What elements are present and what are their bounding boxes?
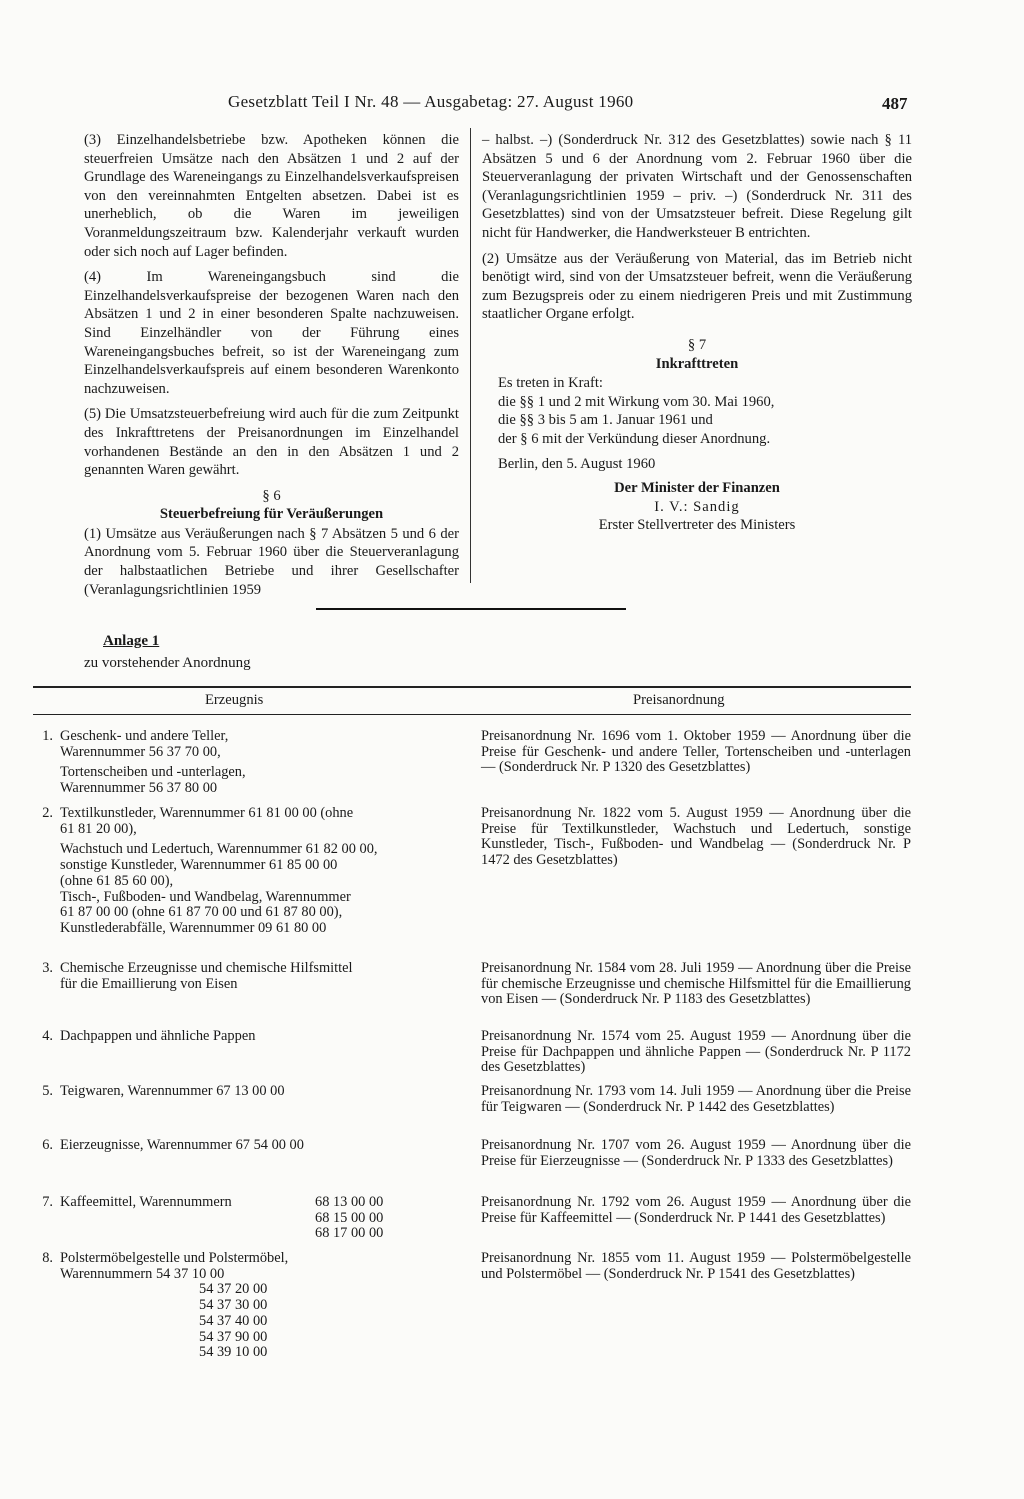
column-header-price-order: Preisanordnung — [633, 692, 725, 708]
signature-office: Der Minister der Finanzen — [614, 480, 780, 497]
price-order-cell: Preisanordnung Nr. 1792 vom 26. August 1959 — Anordnung über die Preise für Kaffeemittel — (Sonderdruck Nr. P 1441 des Gesetzblattes) — [481, 1194, 911, 1226]
table-top-rule — [33, 686, 911, 688]
row-number: 6. — [42, 1137, 53, 1153]
row-number: 8. — [42, 1250, 53, 1266]
section-7-title: Inkrafttreten — [655, 355, 739, 372]
product-line: (ohne 61 85 60 00), — [60, 872, 174, 889]
product-line: 61 87 00 00 (ohne 61 87 70 00 und 61 87 80 00), — [60, 904, 343, 921]
table-header-rule — [33, 714, 911, 715]
product-line: Chemische Erzeugnisse und chemische Hilfsmittel — [60, 960, 353, 976]
section-6-paragraph-2: (2) Umsätze aus der Veräußerung von Material, das im Betrieb nicht benötigt wird, sind von der Umsatzsteuer befreit, wenn die Veräußerung zum Bezugspreis oder zu einem niedrigeren Preis und mit Zustimmung staatlicher Organe erfolgt. — [482, 250, 912, 323]
column-header-product: Erzeugnis — [205, 692, 264, 708]
product-line: 61 81 20 00), — [60, 820, 137, 837]
product-line: 54 37 20 00 — [199, 1281, 268, 1298]
page-header — [0, 92, 1024, 118]
section-rule — [316, 608, 626, 610]
product-line: 54 37 40 00 — [199, 1312, 268, 1329]
product-line: Kunstlederabfälle, Warennummer 09 61 80 00 — [60, 919, 327, 936]
row-number: 3. — [42, 960, 53, 976]
product-line: Dachpappen und ähnliche Pappen — [60, 1028, 256, 1044]
left-column — [84, 131, 459, 606]
product-cell — [60, 1251, 468, 1361]
section-7-item-1: die §§ 1 und 2 mit Wirkung vom 30. Mai 1960, — [498, 393, 775, 410]
product-line: Wachstuch und Ledertuch, Warennummer 61 82 00 00, — [60, 841, 378, 858]
price-order-cell: Preisanordnung Nr. 1584 vom 28. Juli 1959 — Anordnung über die Preise für chemische Erzeugnisse und chemische Hilfsmittel für die Emaillierung von Eisen — (Sonderdruck Nr. P 1183 des Gesetzblattes) — [481, 960, 911, 1008]
product-cell — [60, 961, 468, 992]
appendix-title: Anlage 1 — [103, 633, 160, 649]
product-line: Eierzeugnisse, Warennummer 67 54 00 00 — [60, 1137, 304, 1153]
product-line: Warennummer 56 37 70 00, — [60, 743, 221, 760]
product-line: Kaffeemittel, Warennummern — [60, 1194, 232, 1210]
product-line: 68 13 00 00 — [315, 1194, 384, 1211]
product-cell — [60, 1195, 468, 1242]
product-line: 54 37 30 00 — [199, 1297, 268, 1314]
section-7-number: § 7 — [687, 336, 707, 353]
price-order-cell: Preisanordnung Nr. 1822 vom 5. August 1959 — Anordnung über die Preise für Textilkunstleder, Wachstuch und Ledertuch, sonstige Kunstleder, Tisch-, Fußboden- und Wandbelag — (Sonderdruck Nr. P 1472 des Gesetzblattes) — [481, 805, 911, 869]
product-line: Geschenk- und andere Teller, — [60, 728, 229, 744]
product-line: Warennummern 54 37 10 00 — [60, 1265, 225, 1282]
product-line: 54 37 90 00 — [199, 1328, 268, 1345]
product-line: Teigwaren, Warennummer 67 13 00 00 — [60, 1083, 285, 1099]
paragraph-4: (4) Im Wareneingangsbuch sind die Einzelhandelsverkaufspreise der bezogenen Waren nach den Absätzen 1 und 2 in einer besonderen Spalte nachzuweisen. Sind Einzelhändler von der Führung eines Wareneingangsbuches befreit, so ist der Wareneingang zum Einzelhandelsverkaufspreis auf einem besonderen Warenkonto nachzuweisen. — [84, 269, 459, 397]
product-line: 68 15 00 00 — [315, 1209, 384, 1226]
product-line: Tortenscheiben und -unterlagen, — [60, 764, 246, 781]
section-6-number: § 6 — [262, 487, 281, 504]
product-line: sonstige Kunstleder, Warennummer 61 85 00 00 — [60, 857, 338, 874]
place-date: Berlin, den 5. August 1960 — [498, 455, 656, 472]
signature-name: I. V.: Sandig — [654, 498, 740, 515]
section-6-paragraph-1: (1) Umsätze aus Veräußerungen nach § 7 Absätzen 5 und 6 der Anordnung vom 5. Februar 1960 über die Steuerveranlagung der halbstaatlichen Betriebe und ihrer Gesellschafter (Veranlagungsrichtlinien 1959 — [84, 525, 459, 598]
product-line: 54 39 10 00 — [199, 1344, 268, 1361]
product-line: für die Emaillierung von Eisen — [60, 975, 238, 992]
price-order-cell: Preisanordnung Nr. 1574 vom 25. August 1959 — Anordnung über die Preise für Dachpappen und ähnliche Pappen — (Sonderdruck Nr. P 1172 des Gesetzblattes) — [481, 1028, 911, 1076]
product-line: Tisch-, Fußboden- und Wandbelag, Warennummer — [60, 888, 351, 905]
product-cell — [60, 729, 468, 797]
right-column — [482, 131, 912, 535]
paragraph-3: (3) Einzelhandelsbetriebe bzw. Apotheken können die steuerfreien Umsätze nach den Absätzen 1 und 2 auf der Grundlage des Wareneingangs zu Einzelhandelsverkaufspreisen von den vereinnahmten Entgelten absetzen. Dabei ist es unerheblich, ob die Waren im jeweiligen Voranmeldungszeitraum bzw. Kalenderjahr verkauft wurden oder sich noch auf Lager befinden. — [84, 132, 459, 260]
page-number: 487 — [882, 94, 908, 113]
price-order-cell: Preisanordnung Nr. 1855 vom 11. August 1959 — Polstermöbelgestelle und Polstermöbel — (Sonderdruck Nr. P 1541 des Gesetzblattes) — [481, 1250, 911, 1282]
product-cell — [60, 1029, 468, 1045]
price-order-cell: Preisanordnung Nr. 1707 vom 26. August 1959 — Anordnung über die Preise für Eierzeugnisse — (Sonderdruck Nr. P 1333 des Gesetzblattes) — [481, 1137, 911, 1169]
section-7-list — [482, 393, 912, 449]
section-7-item-2: die §§ 3 bis 5 am 1. Januar 1961 und — [498, 412, 713, 429]
row-number: 1. — [42, 728, 53, 744]
section-7-item-3: der § 6 mit der Verkündung dieser Anordnung. — [498, 430, 771, 447]
product-line: Polstermöbelgestelle und Polstermöbel, — [60, 1250, 289, 1266]
paragraph-5: (5) Die Umsatzsteuerbefreiung wird auch für die zum Zeitpunkt des Inkrafttretens der Preisanordnungen im Einzelhandel vorhandenen Bestände an den in den Absätzen 1 und 2 genannten Waren gewährt. — [84, 406, 459, 479]
product-cell — [60, 1084, 468, 1100]
product-cell — [60, 1138, 468, 1154]
price-order-cell: Preisanordnung Nr. 1793 vom 14. Juli 1959 — Anordnung über die Preise für Teigwaren — (Sonderdruck Nr. P 1442 des Gesetzblattes) — [481, 1083, 911, 1115]
section-6-title: Steuerbefreiung für Veräußerungen — [159, 506, 384, 523]
product-line: 68 17 00 00 — [315, 1225, 384, 1242]
row-number: 5. — [42, 1083, 53, 1099]
product-line: Warennummer 56 37 80 00 — [60, 780, 218, 797]
column-divider — [470, 128, 471, 583]
section-6-paragraph-1-continued: – halbst. –) (Sonderdruck Nr. 312 des Gesetzblattes) sowie nach § 11 Absätzen 5 und 6 der Anordnung vom 2. Februar 1960 über die Steuerveranlagung der privaten Wirtschaft und der Genossenschaften (Veranlagungsrichtlinien 1959 – priv. –) (Sonderdruck Nr. 311 des Gesetzblattes) sind von der Umsatzsteuer befreit. Diese Regelung gilt nicht für Handwerker, die Handwerksteuer B entrichten. — [482, 132, 912, 241]
appendix-subtitle: zu vorstehender Anordnung — [84, 655, 251, 671]
product-line: Textilkunstleder, Warennummer 61 81 00 00 (ohne — [60, 805, 354, 821]
signature-role: Erster Stellvertreter des Ministers — [598, 517, 796, 534]
row-number: 2. — [42, 805, 53, 821]
row-number: 4. — [42, 1028, 53, 1044]
section-7-intro: Es treten in Kraft: — [498, 375, 603, 392]
row-number: 7. — [42, 1194, 53, 1210]
product-cell — [60, 806, 468, 937]
header-title: Gesetzblatt Teil I Nr. 48 — Ausgabetag: 27. August 1960 — [228, 92, 634, 111]
price-order-cell: Preisanordnung Nr. 1696 vom 1. Oktober 1959 — Anordnung über die Preise für Geschenk- und andere Teller, Tortenscheiben und -unterlagen — (Sonderdruck Nr. P 1320 des Gesetzblattes) — [481, 728, 911, 776]
